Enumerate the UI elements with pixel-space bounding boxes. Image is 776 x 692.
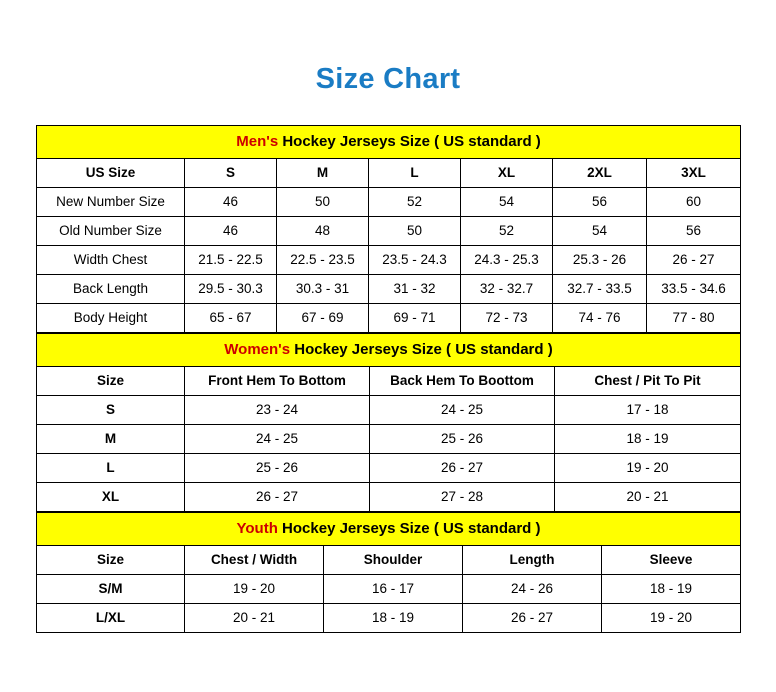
mens-cell: 21.5 - 22.5 [185, 245, 277, 274]
youth-cell: 18 - 19 [602, 574, 741, 603]
womens-cell: 25 - 26 [185, 453, 370, 482]
youth-header-row [37, 545, 741, 574]
mens-cell: 54 [553, 216, 647, 245]
womens-cell: 27 - 28 [370, 482, 555, 511]
mens-row-label: Body Height [37, 303, 185, 332]
youth-banner-row [37, 512, 741, 545]
page-title: Size Chart [315, 63, 461, 95]
womens-header-cell: Chest / Pit To Pit [555, 366, 741, 395]
table-row [37, 187, 741, 216]
mens-header-cell: US Size [37, 158, 185, 187]
womens-banner-rest: Hockey Jerseys Size ( US standard ) [290, 341, 553, 359]
womens-cell: 18 - 19 [555, 424, 741, 453]
mens-header-cell: 2XL [553, 158, 647, 187]
mens-cell: 50 [369, 216, 461, 245]
mens-cell: 56 [647, 216, 741, 245]
mens-cell: 29.5 - 30.3 [185, 274, 277, 303]
mens-header-cell: XL [461, 158, 553, 187]
mens-cell: 77 - 80 [647, 303, 741, 332]
mens-cell: 23.5 - 24.3 [369, 245, 461, 274]
table-row [37, 245, 741, 274]
table-row [37, 603, 741, 632]
mens-cell: 65 - 67 [185, 303, 277, 332]
youth-banner-rest: Hockey Jerseys Size ( US standard ) [277, 520, 541, 538]
mens-row-label: Back Length [37, 274, 185, 303]
mens-cell: 32 - 32.7 [461, 274, 553, 303]
table-row [37, 216, 741, 245]
mens-cell: 67 - 69 [277, 303, 369, 332]
mens-cell: 48 [277, 216, 369, 245]
womens-size-table [36, 333, 741, 512]
mens-cell: 74 - 76 [553, 303, 647, 332]
mens-cell: 25.3 - 26 [553, 245, 647, 274]
table-row [37, 274, 741, 303]
womens-header-row [37, 366, 741, 395]
womens-row-label: XL [37, 482, 185, 511]
youth-header-cell: Length [463, 545, 602, 574]
youth-header-cell: Chest / Width [185, 545, 324, 574]
womens-banner-accent: Women's [224, 341, 291, 359]
mens-cell: 52 [461, 216, 553, 245]
mens-header-cell: 3XL [647, 158, 741, 187]
mens-cell: 24.3 - 25.3 [461, 245, 553, 274]
mens-row-label: Old Number Size [37, 216, 185, 245]
table-row [37, 395, 741, 424]
mens-cell: 56 [553, 187, 647, 216]
womens-banner-row [37, 333, 741, 366]
tables-container [36, 125, 740, 633]
youth-banner [37, 512, 741, 545]
youth-cell: 18 - 19 [324, 603, 463, 632]
mens-cell: 52 [369, 187, 461, 216]
youth-banner-accent: Youth [236, 520, 278, 538]
womens-cell: 24 - 25 [185, 424, 370, 453]
womens-cell: 19 - 20 [555, 453, 741, 482]
womens-header-cell: Front Hem To Bottom [185, 366, 370, 395]
mens-cell: 46 [185, 216, 277, 245]
youth-row-label: S/M [37, 574, 185, 603]
youth-row-label: L/XL [37, 603, 185, 632]
table-row [37, 574, 741, 603]
mens-size-table [36, 125, 741, 333]
mens-cell: 22.5 - 23.5 [277, 245, 369, 274]
womens-header-cell: Size [37, 366, 185, 395]
youth-cell: 20 - 21 [185, 603, 324, 632]
mens-cell: 33.5 - 34.6 [647, 274, 741, 303]
womens-row-label: L [37, 453, 185, 482]
youth-header-cell: Size [37, 545, 185, 574]
womens-banner [37, 333, 741, 366]
youth-cell: 26 - 27 [463, 603, 602, 632]
mens-cell: 60 [647, 187, 741, 216]
mens-cell: 30.3 - 31 [277, 274, 369, 303]
table-row [37, 453, 741, 482]
mens-header-row [37, 158, 741, 187]
womens-cell: 23 - 24 [185, 395, 370, 424]
womens-cell: 20 - 21 [555, 482, 741, 511]
youth-cell: 19 - 20 [602, 603, 741, 632]
youth-size-table [36, 512, 741, 633]
mens-cell: 54 [461, 187, 553, 216]
youth-cell: 24 - 26 [463, 574, 602, 603]
womens-cell: 25 - 26 [370, 424, 555, 453]
mens-cell: 26 - 27 [647, 245, 741, 274]
mens-cell: 72 - 73 [461, 303, 553, 332]
womens-cell: 24 - 25 [370, 395, 555, 424]
youth-cell: 19 - 20 [185, 574, 324, 603]
mens-cell: 69 - 71 [369, 303, 461, 332]
youth-cell: 16 - 17 [324, 574, 463, 603]
mens-cell: 32.7 - 33.5 [553, 274, 647, 303]
mens-row-label: New Number Size [37, 187, 185, 216]
mens-banner-row [37, 125, 741, 158]
mens-cell: 46 [185, 187, 277, 216]
mens-header-cell: L [369, 158, 461, 187]
mens-cell: 31 - 32 [369, 274, 461, 303]
youth-header-cell: Sleeve [602, 545, 741, 574]
womens-cell: 26 - 27 [185, 482, 370, 511]
womens-row-label: S [37, 395, 185, 424]
table-row [37, 482, 741, 511]
womens-cell: 26 - 27 [370, 453, 555, 482]
mens-cell: 50 [277, 187, 369, 216]
table-row [37, 424, 741, 453]
mens-row-label: Width Chest [37, 245, 185, 274]
womens-cell: 17 - 18 [555, 395, 741, 424]
mens-header-cell: S [185, 158, 277, 187]
table-row [37, 303, 741, 332]
mens-header-cell: M [277, 158, 369, 187]
mens-banner-accent: Men's [236, 133, 279, 151]
youth-header-cell: Shoulder [324, 545, 463, 574]
mens-banner-rest: Hockey Jerseys Size ( US standard ) [278, 133, 541, 151]
womens-header-cell: Back Hem To Boottom [370, 366, 555, 395]
mens-banner [37, 125, 741, 158]
womens-row-label: M [37, 424, 185, 453]
